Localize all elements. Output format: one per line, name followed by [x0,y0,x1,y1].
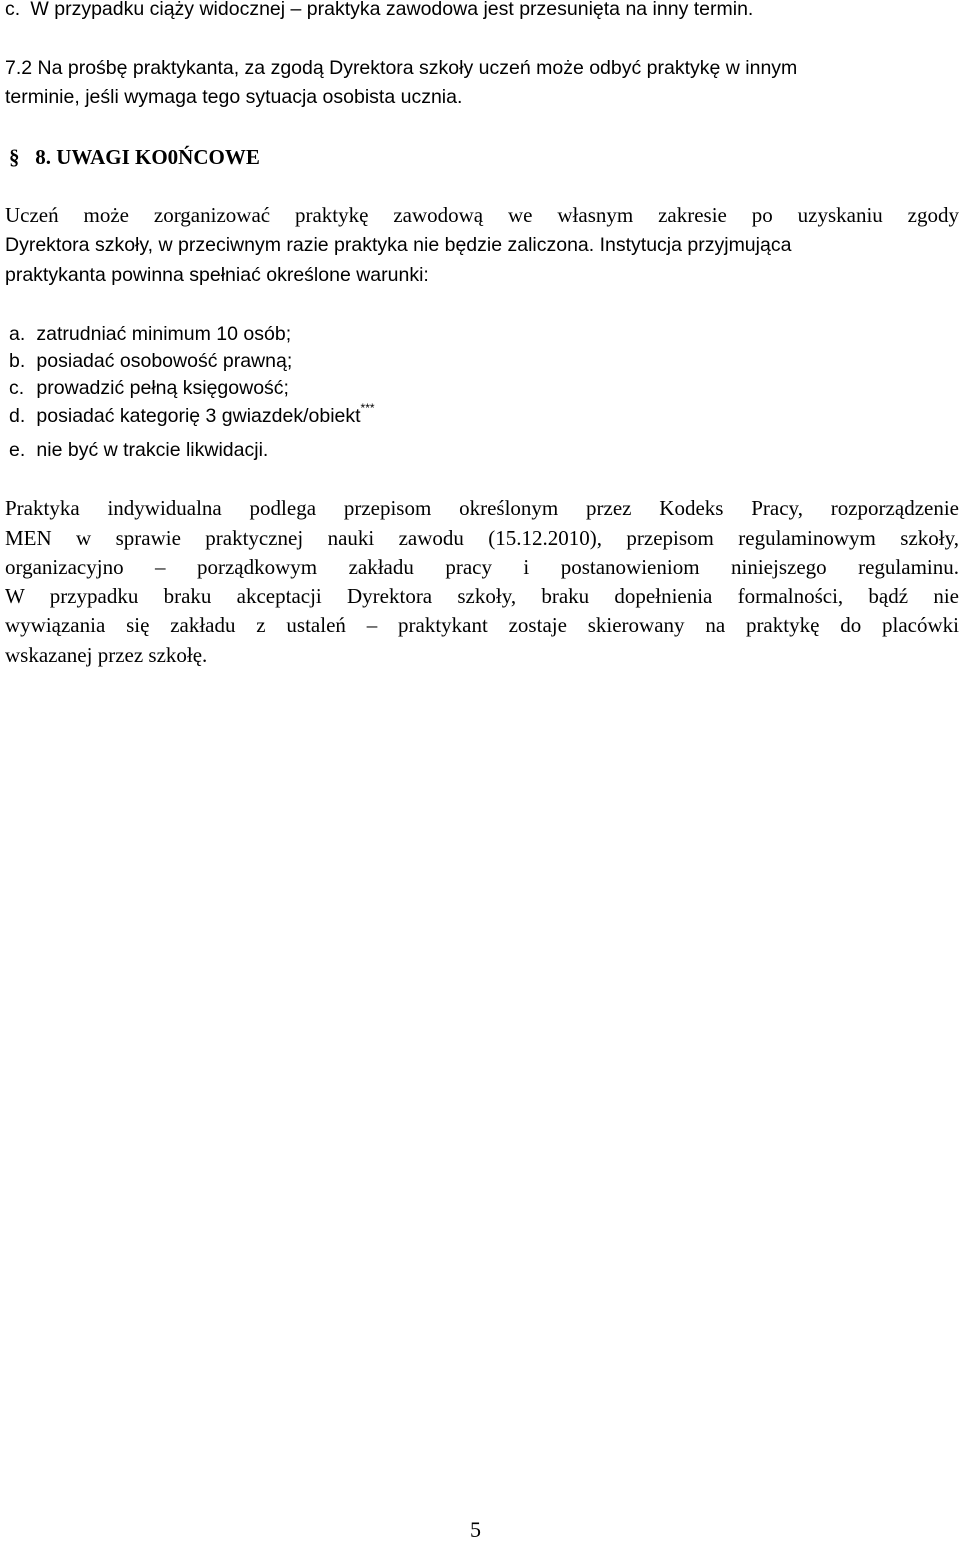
footnote-marker: *** [360,401,375,415]
condition-text: prowadzić pełną księgowość; [36,377,289,399]
condition-marker: c. [9,377,25,399]
list-marker: c. [5,0,21,20]
paragraph-1-line-1: Uczeń może zorganizować praktykę zawodową we własnym zakresie po uzyskaniu zgody [5,203,959,227]
condition-item [9,374,289,402]
item-7-2-line-1: 7.2 Na prośbę praktykanta, za zgodą Dyrektora szkoły uczeń może odbyć praktykę w innym [5,57,798,79]
condition-text: zatrudniać minimum 10 osób; [36,323,292,345]
condition-text: posiadać osobowość prawną; [36,350,293,372]
paragraph-1-line-2: Dyrektora szkoły, w przeciwnym razie praktyka nie będzie zaliczona. Instytucja przyjmująca [5,234,792,256]
item-7-2-line-2: terminie, jeśli wymaga tego sytuacja osobista ucznia. [5,86,463,108]
paragraph-2-line-6: wskazanej przez szkołę. [5,643,208,667]
section-heading [9,143,260,171]
page-number: 5 [470,1517,481,1542]
condition-item [9,436,268,464]
condition-text: nie być w trakcie likwidacji. [36,439,269,461]
condition-item [9,347,292,375]
section-sign: § [9,145,20,169]
condition-marker: b. [9,350,26,372]
paragraph-2-line-3: organizacyjno – porządkowym zakładu pracy i postanowieniom niniejszego regulaminu. [5,555,959,579]
paragraph-2-line-2: MEN w sprawie praktycznej nauki zawodu (15.12.2010), przepisom regulaminowym szkoły, [5,526,959,550]
list-item-c [5,0,753,23]
condition-marker: d. [9,405,26,427]
condition-item [9,320,291,348]
paragraph-2-line-4: W przypadku braku akceptacji Dyrektora szkoły, braku dopełnienia formalności, bądź nie [5,584,959,608]
condition-marker: a. [9,323,26,345]
list-item-text: W przypadku ciąży widocznej – praktyka zawodowa jest przesunięta na inny termin. [30,0,754,20]
paragraph-2-line-5: wywiązania się zakładu z ustaleń – praktykant zostaje skierowany na praktykę do placówki [5,613,959,637]
condition-item [9,402,375,430]
condition-text: posiadać kategorię 3 gwiazdek/obiekt [36,405,361,427]
paragraph-2-line-1: Praktyka indywidualna podlega przepisom określonym przez Kodeks Pracy, rozporządzenie [5,496,959,520]
paragraph-1-line-3: praktykanta powinna spełniać określone warunki: [5,264,429,286]
section-title: 8. UWAGI KO0ŃCOWE [35,145,260,169]
condition-marker: e. [9,439,26,461]
